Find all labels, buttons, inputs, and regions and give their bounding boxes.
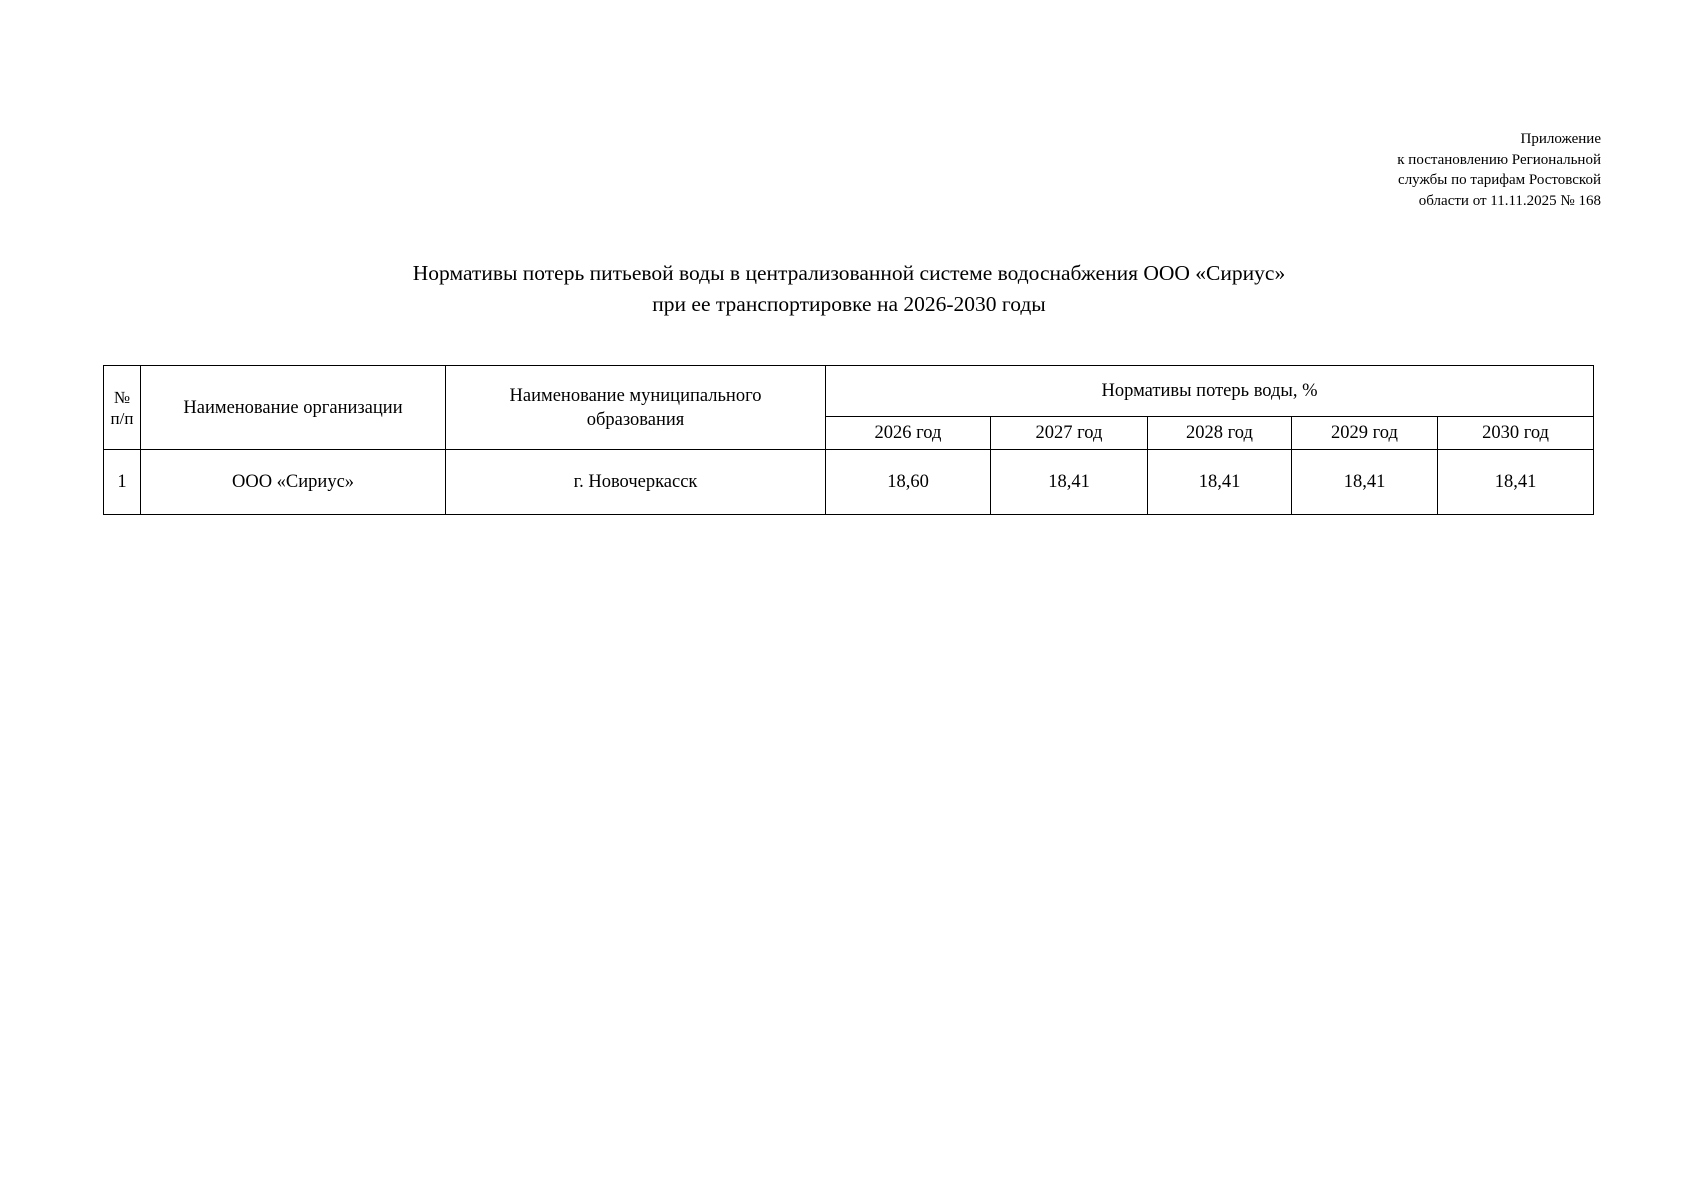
header-municipality-line-2: образования [586, 409, 685, 430]
header-year-2029: 2029 год [1292, 417, 1438, 450]
header-year-2026: 2026 год [826, 417, 991, 450]
table-row [104, 450, 1594, 515]
cell-row-number: 1 [104, 450, 141, 515]
header-year-2027: 2027 год [991, 417, 1148, 450]
appendix-line-4: области от 11.11.2025 № 168 [1418, 192, 1601, 209]
cell-organization: ООО «Сириус» [141, 450, 446, 515]
header-organization: Наименование организации [141, 366, 446, 450]
header-year-2028: 2028 год [1148, 417, 1292, 450]
appendix-line-2: к постановлению Региональной [1397, 151, 1601, 168]
document-title [0, 258, 1698, 320]
cell-value-2029: 18,41 [1292, 450, 1438, 515]
header-municipality-line-1: Наименование муниципального [509, 385, 762, 406]
header-year-2030: 2030 год [1438, 417, 1594, 450]
water-loss-norms-table [103, 365, 1594, 515]
document-title-line-2: при ее транспортировке на 2026-2030 годы [652, 292, 1046, 316]
appendix-block [1281, 129, 1601, 211]
cell-value-2027: 18,41 [991, 450, 1148, 515]
cell-value-2026: 18,60 [826, 450, 991, 515]
cell-value-2030: 18,41 [1438, 450, 1594, 515]
cell-municipality: г. Новочеркасск [446, 450, 826, 515]
table-header-row [104, 366, 1594, 417]
header-municipality [446, 366, 826, 450]
header-row-number-line-2: п/п [110, 408, 134, 428]
header-row-number-line-1: № [113, 387, 131, 407]
header-row-number [104, 366, 141, 450]
appendix-line-3: службы по тарифам Ростовской [1398, 172, 1601, 188]
document-title-line-1: Нормативы потерь питьевой воды в централизованной системе водоснабжения ООО «Сириус» [412, 261, 1286, 285]
header-loss-norms: Нормативы потерь воды, % [826, 366, 1594, 417]
cell-value-2028: 18,41 [1148, 450, 1292, 515]
appendix-line-1: Приложение [1520, 131, 1601, 147]
